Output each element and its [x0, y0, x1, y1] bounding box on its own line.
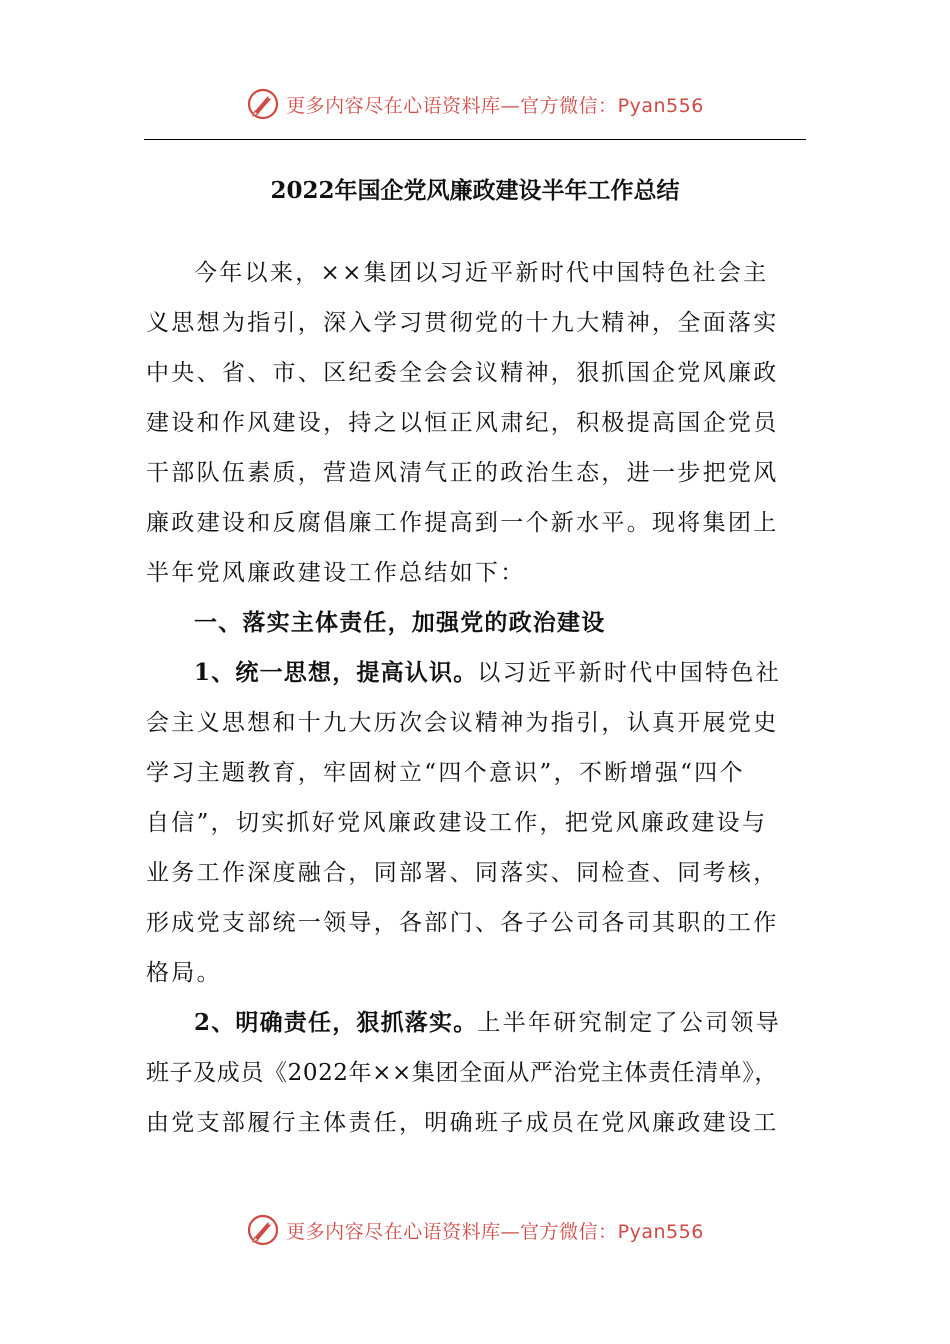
item-1-line: 学习主题教育，牢固树立“四个意识”，不断增强“四个	[146, 760, 745, 786]
document-title: 2022年国企党风廉政建设半年工作总结	[270, 177, 680, 204]
banner-text: 更多内容尽在心语资料库—官方微信：	[286, 1220, 618, 1243]
intro-line: 今年以来，××集团以习近平新时代中国特色社会主	[194, 260, 769, 286]
banner-text: 更多内容尽在心语资料库—官方微信：	[286, 94, 618, 117]
banner-wechat-id: Pyan556	[617, 1220, 704, 1243]
item-1-line: 会主义思想和十九大历次会议精神为指引，认真开展党史	[146, 710, 779, 736]
item-1-text: 以习近平新时代中国特色社	[477, 660, 782, 686]
intro-line: 中央、省、市、区纪委全会会议精神，狠抓国企党风廉政	[146, 360, 779, 386]
item-1-heading: 1、统一思想，提高认识。	[194, 659, 478, 686]
intro-line: 半年党风廉政建设工作总结如下：	[146, 560, 526, 586]
footer-banner	[0, 1210, 950, 1250]
banner-wechat-id: Pyan556	[617, 94, 704, 117]
intro-line: 义思想为指引，深入学习贯彻党的十九大精神，全面落实	[146, 310, 779, 336]
item-2-line: 班子及成员《2022年××集团全面从严治党主体责任清单》，	[146, 1060, 778, 1086]
item-2-text: 上半年研究制定了公司领导	[477, 1010, 782, 1036]
item-1-line: 格局。	[146, 960, 222, 986]
item-2-heading: 2、明确责任，狠抓落实。	[194, 1009, 478, 1036]
item-1-first-line	[146, 648, 806, 698]
intro-line: 干部队伍素质，营造风清气正的政治生态，进一步把党风	[146, 460, 779, 486]
section-heading-1: 一、落实主体责任，加强党的政治建设	[194, 610, 606, 636]
item-1-line: 自信”，切实抓好党风廉政建设工作，把党风廉政建设与	[146, 810, 768, 836]
pen-circle-logo-icon	[246, 87, 280, 121]
header-banner	[0, 84, 950, 124]
item-2-first-line	[146, 998, 806, 1048]
header-divider	[144, 139, 806, 140]
item-1-line: 业务工作深度融合，同部署、同落实、同检查、同考核，	[146, 860, 779, 886]
document-body	[146, 248, 806, 1148]
item-1-line: 形成党支部统一领导，各部门、各子公司各司其职的工作	[146, 910, 779, 936]
pen-circle-logo-icon	[246, 1213, 280, 1247]
intro-line: 建设和作风建设，持之以恒正风肃纪，积极提高国企党员	[146, 410, 779, 436]
item-2-line: 由党支部履行主体责任，明确班子成员在党风廉政建设工	[146, 1110, 779, 1136]
intro-line: 廉政建设和反腐倡廉工作提高到一个新水平。现将集团上	[146, 510, 779, 536]
